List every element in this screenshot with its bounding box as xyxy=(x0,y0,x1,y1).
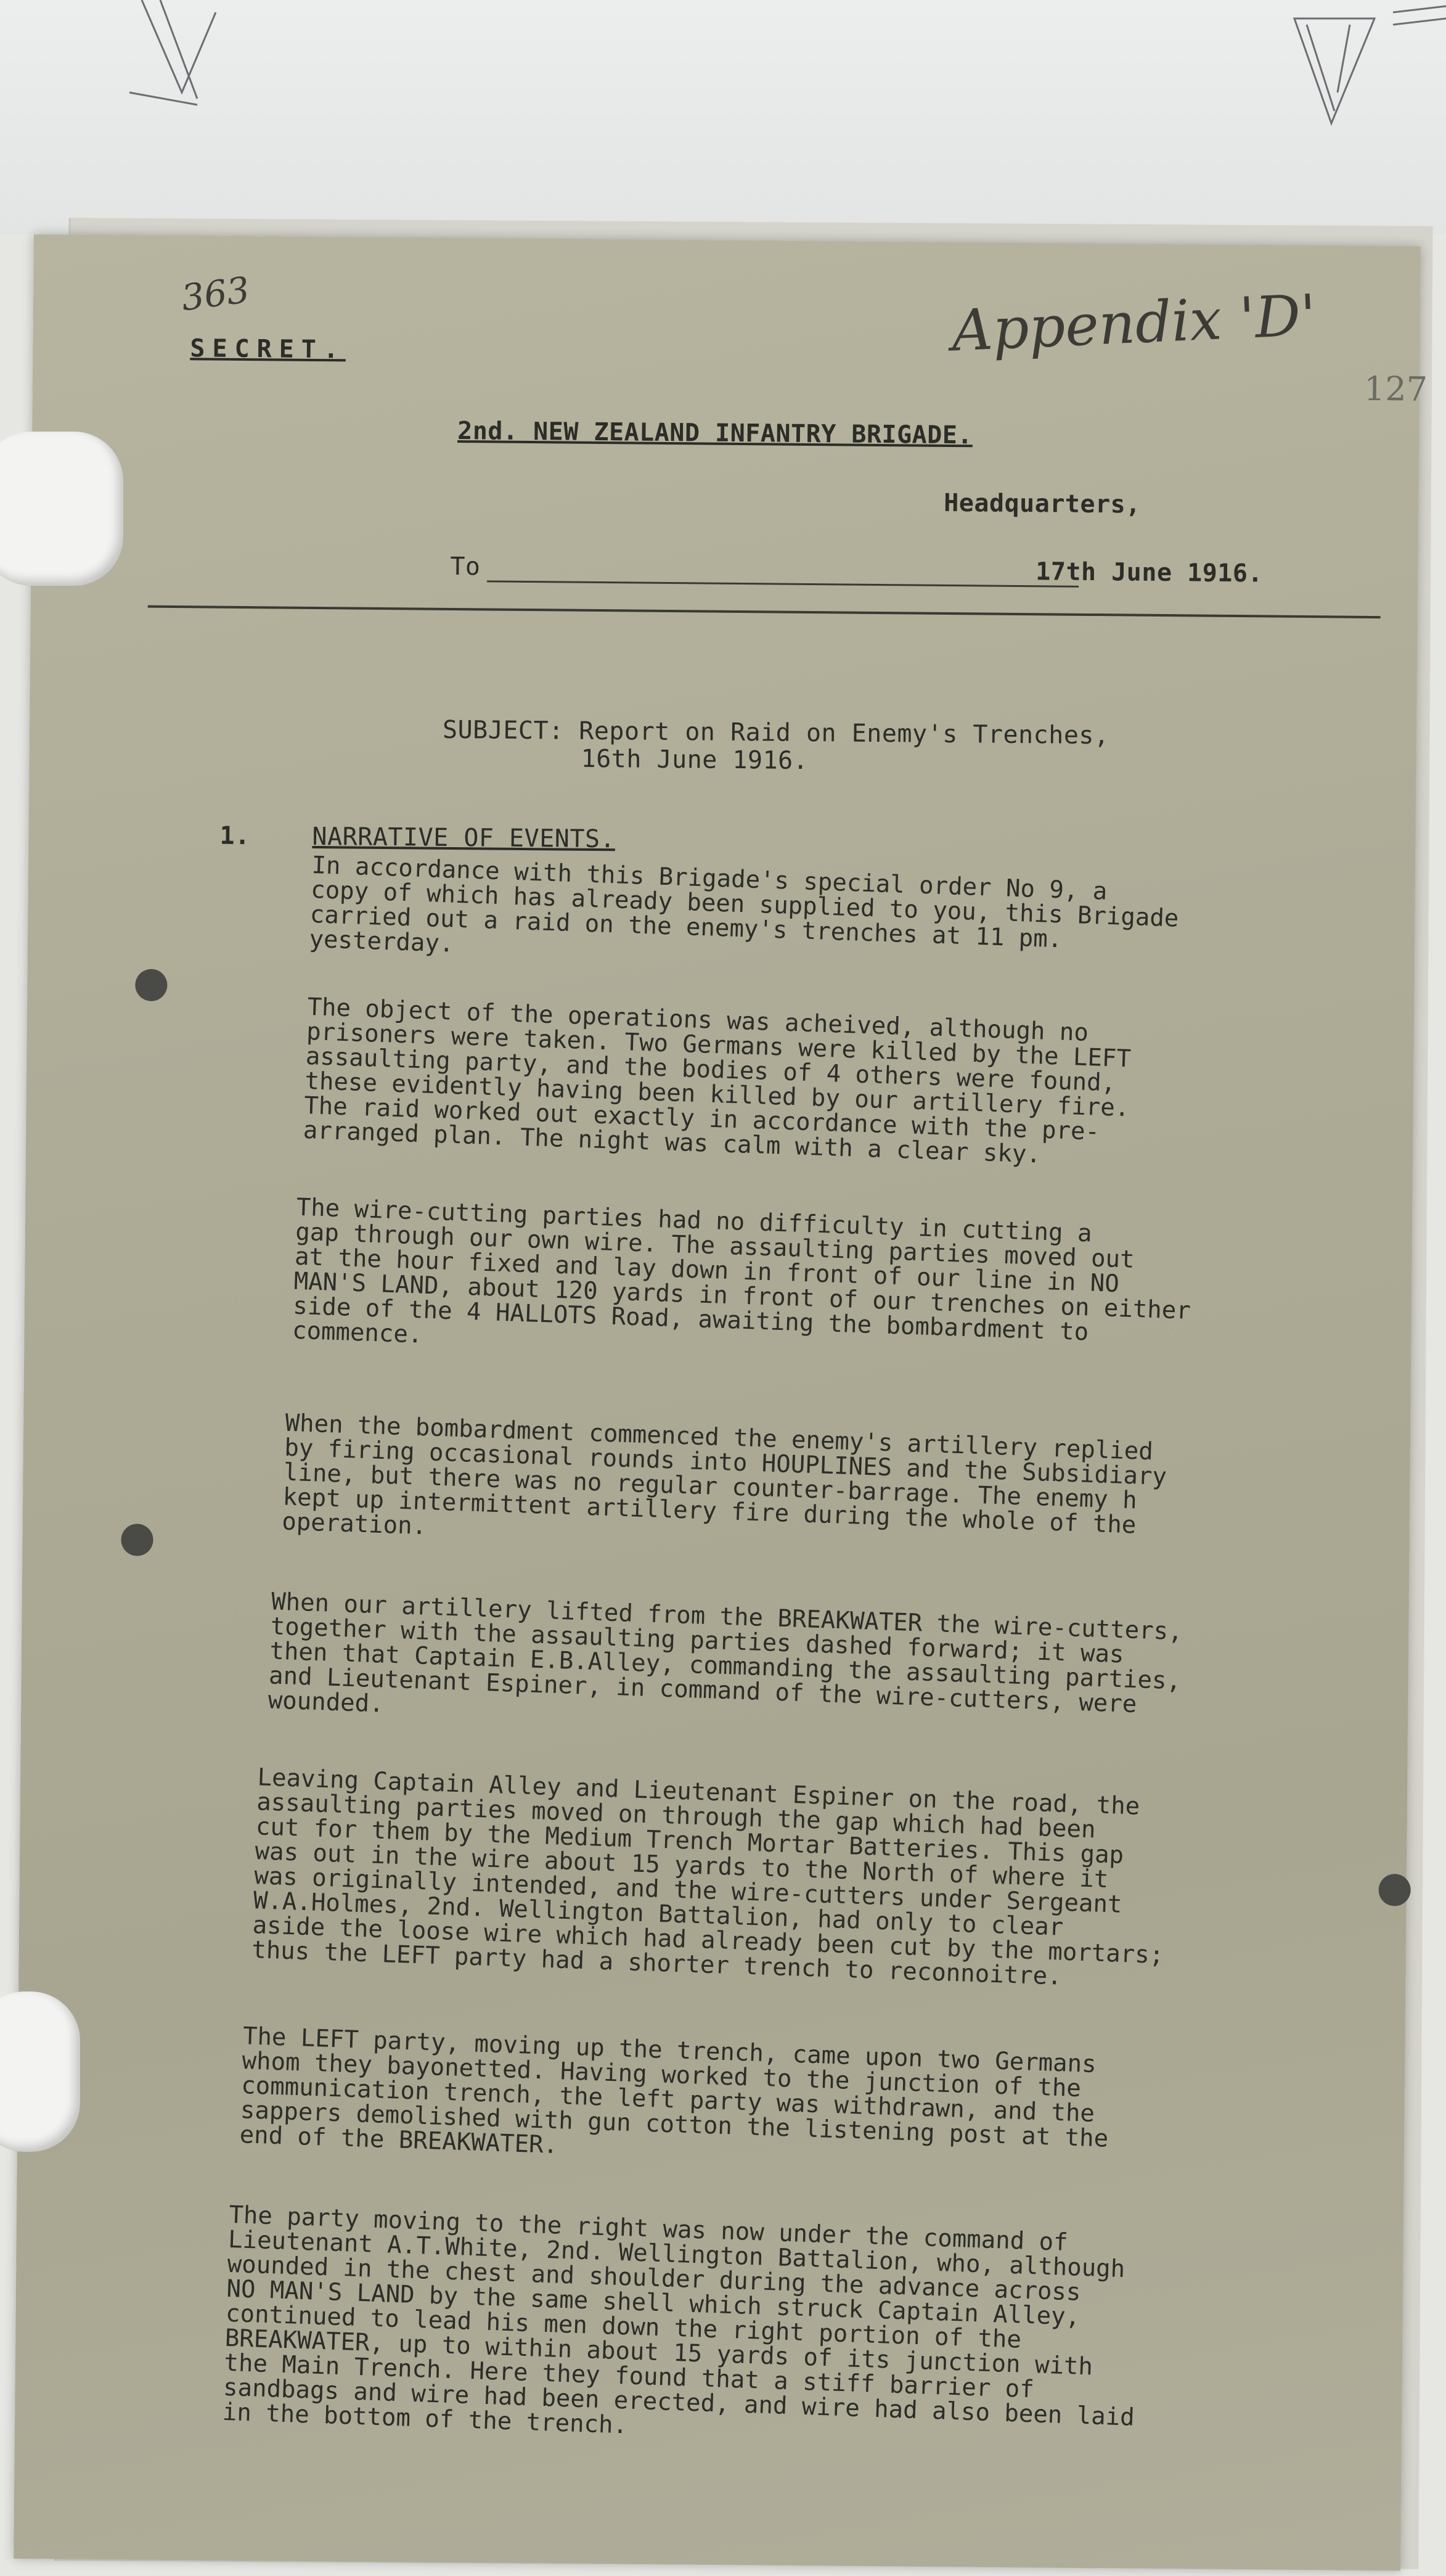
punch-hole xyxy=(121,1524,153,1556)
paragraph-2: The object of the operations was acheived, although no prisoners were taken. Two Germans were killed by the LEFT assaulting party, and the bodies of 4 others were found, these evidently having been killed by our artillery fire. The raid worked out exactly in accordance with the pre- arranged plan. The night was calm with a clear sky. xyxy=(303,993,1132,1169)
pencil-sketch-right xyxy=(1282,0,1446,136)
section-title: NARRATIVE OF EVENTS. xyxy=(312,822,616,854)
header-divider xyxy=(148,605,1381,618)
punch-hole xyxy=(1378,1874,1410,1906)
classification-stamp: SECRET. xyxy=(190,334,346,364)
subject-line: SUBJECT: Report on Raid on Enemy's Trenches, xyxy=(442,715,1109,750)
paragraph-5: When our artillery lifted from the BREAKWATER the wire-cutters, together with the assaulting parties dashed forward; it was then that Captain E.B.Alley, commanding the assaulting parties, and Lieutenant Espiner, in command of the wire-cutters, were wounded. xyxy=(268,1588,1183,1719)
pencil-sketch-left xyxy=(123,0,259,111)
paragraph-7: The LEFT party, moving up the trench, came upon two Germans whom they bayonetted. Having worked to the junction of the communication trench, the left party was withdrawn, and the sappers demolished with gun cotton the listening post at the end of the BREAKWATER. xyxy=(239,2022,1109,2160)
location: Headquarters, xyxy=(944,488,1142,519)
letter-date: 17th June 1916. xyxy=(1035,557,1264,588)
binding-cord-bottom xyxy=(0,1991,80,2152)
paragraph-4: When the bombardment commenced the enemy's artillery replied by firing occasional rounds into HOUPLINES and the Subsidiary line, but there was no regular counter-barrage. The enemy h kept up intermittent artillery fire during the whole of the operation. xyxy=(281,1409,1167,1541)
appendix-annotation: Appendix 'D' xyxy=(950,282,1318,364)
to-label: To xyxy=(450,552,481,581)
page-number: 127 xyxy=(1363,369,1428,409)
paragraph-1: In accordance with this Brigade's special order No 9, a copy of which has already been supplied to you, this Brigade carried out a raid on the enemy's trenches at 11 pm. yesterday. xyxy=(308,851,1180,958)
subject-date: 16th June 1916. xyxy=(581,744,809,775)
file-number: 363 xyxy=(179,268,252,319)
paragraph-8: The party moving to the right was now under the command of Lieutenant A.T.White, 2nd. Wellington Battalion, who, although wounded in the chest and shoulder during the advance across NO MAN'S LAND by the same shell which struck Captain Alley, continued to lead his men down the right portion of the BREAKWATER, up to within about 15 yards of its junction with the Main Trench. Here they found that a stiff barrier of sandbags and wire had been erected, and wire had also been laid in the bottom of the trench. xyxy=(222,2201,1135,2440)
binding-cord-top xyxy=(0,432,123,586)
to-line xyxy=(487,580,1079,587)
punch-hole xyxy=(135,969,167,1001)
paragraph-6: Leaving Captain Alley and Lieutenant Espiner on the road, the assaulting parties moved on through the gap which had been cut for them by the Medium Trench Mortar Batteries. This gap was out in the wire about 15 yards to the North of where it was originally intended, and the wire-cutters under Sergeant W.A.Holmes, 2nd. Wellington Battalion, had only to clear aside the loose wire which had already been cut by the mortars; thus the LEFT party had a shorter trench to reconnoitre. xyxy=(251,1763,1164,1991)
section-number: 1. xyxy=(219,821,250,851)
paragraph-3: The wire-cutting parties had no difficulty in cutting a gap through our own wire. The assaulting parties moved out at the hour fixed and lay down in front of our line in NO MAN'S LAND, about 120 yards in front of our trenches on either side of the 4 HALLOTS Road, awaiting the bombardment to commence. xyxy=(292,1193,1191,1349)
letterhead: 2nd. NEW ZEALAND INFANTRY BRIGADE. xyxy=(457,417,973,450)
document-page xyxy=(14,234,1428,2570)
